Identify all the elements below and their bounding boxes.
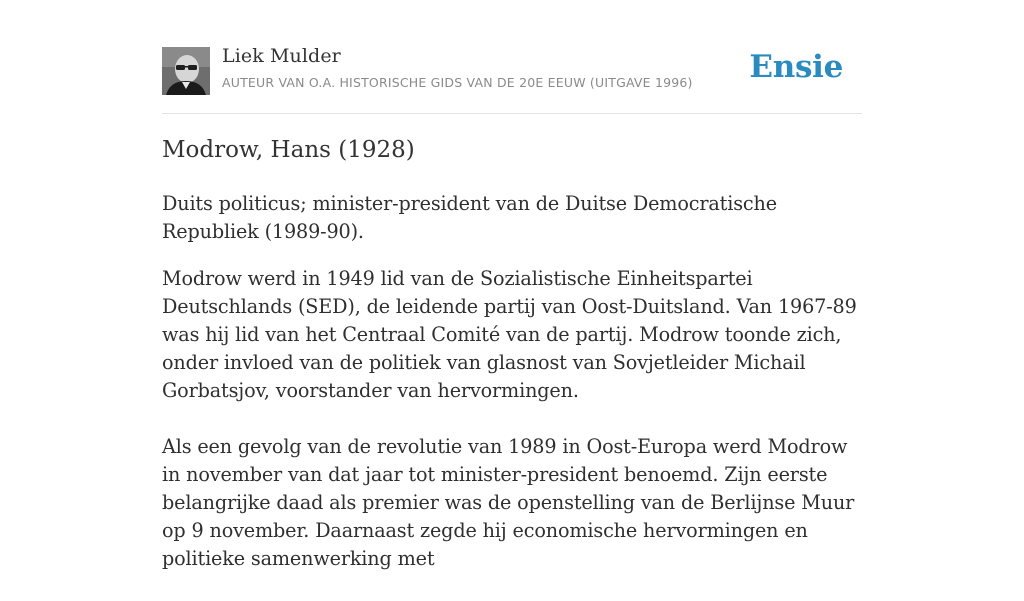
brand-logo[interactable]: Ensie — [749, 49, 843, 85]
author-name[interactable]: Liek Mulder — [222, 45, 341, 67]
article-paragraph: Als een gevolg van de revolutie van 1989 in Oost-Europa werd Modrow in november van dat jaar tot minister-president benoemd. Zijn eerste belangrijke daad als premier was de openstelling van de Berlijnse Muur op 9 november. Daarnaast zegde hij economische hervormingen en politieke samenwerking met — [162, 435, 855, 570]
article-paragraph: Modrow werd in 1949 lid van de Sozialistische Einheitspartei Deutschlands (SED), de leidende partij van Oost-Duitsland. Van 1967-89 was hij lid van het Centraal Comité van de partij. Modrow toonde zich, onder invloed van de politiek van glasnost van Sovjetleider Michail Gorbatsjov, voorstander van hervormingen. — [162, 267, 857, 402]
article-body — [162, 265, 862, 601]
author-avatar[interactable] — [162, 47, 210, 95]
article-lead: Duits politicus; minister-president van de Duitse Democratische Republiek (1989-90). — [162, 192, 777, 243]
author-header — [162, 0, 862, 114]
article-title: Modrow, Hans (1928) — [162, 137, 415, 163]
author-photo-icon — [162, 47, 210, 95]
author-bio: AUTEUR VAN O.A. HISTORISCHE GIDS VAN DE 20E EEUW (UITGAVE 1996) — [222, 75, 693, 90]
article-container — [162, 0, 862, 570]
